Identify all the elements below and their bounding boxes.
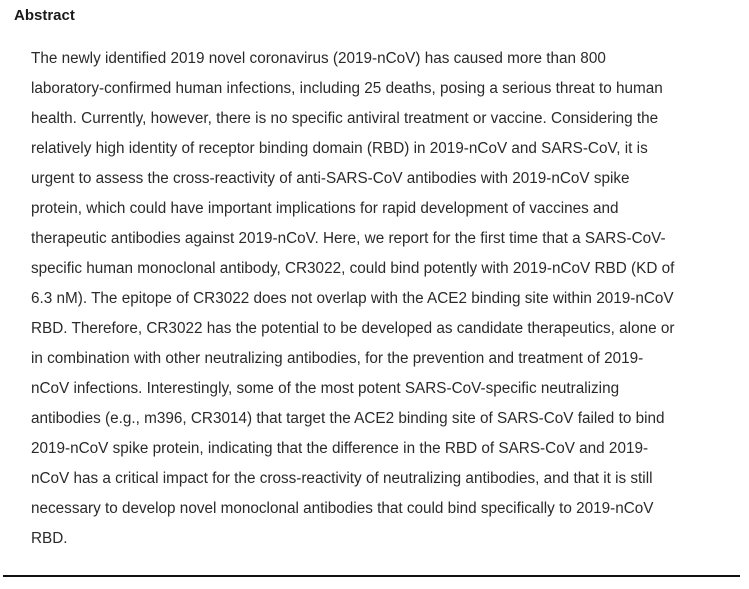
abstract-line: 6.3 nM). The epitope of CR3022 does not overlap with the ACE2 binding site within 2019-nCoV (31, 290, 674, 307)
abstract-line: nCoV infections. Interestingly, some of the most potent SARS-CoV-specific neutralizing (31, 380, 620, 397)
abstract-line: therapeutic antibodies against 2019-nCoV. Here, we report for the first time that a SARS-CoV- (31, 230, 666, 247)
abstract-line: RBD. (31, 530, 68, 547)
abstract-line: relatively high identity of receptor binding domain (RBD) in 2019-nCoV and SARS-CoV, it is (31, 140, 648, 157)
abstract-line: The newly identified 2019 novel coronavirus (2019-nCoV) has caused more than 800 (31, 50, 606, 67)
abstract-line: urgent to assess the cross-reactivity of anti-SARS-CoV antibodies with 2019-nCoV spike (31, 170, 630, 187)
abstract-line: laboratory-confirmed human infections, including 25 deaths, posing a serious threat to human (31, 80, 663, 97)
section-divider (3, 575, 740, 577)
abstract-line: antibodies (e.g., m396, CR3014) that target the ACE2 binding site of SARS-CoV failed to bind (31, 410, 665, 427)
abstract-line: in combination with other neutralizing antibodies, for the prevention and treatment of 2019- (31, 350, 644, 367)
abstract-heading: Abstract (14, 7, 75, 24)
abstract-line: protein, which could have important implications for rapid development of vaccines and (31, 200, 619, 217)
abstract-line: nCoV has a critical impact for the cross-reactivity of neutralizing antibodies, and that it is still (31, 470, 653, 487)
abstract-line: RBD. Therefore, CR3022 has the potential to be developed as candidate therapeutics, alone or (31, 320, 675, 337)
abstract-line: health. Currently, however, there is no specific antiviral treatment or vaccine. Considering the (31, 110, 659, 127)
abstract-line: 2019-nCoV spike protein, indicating that the difference in the RBD of SARS-CoV and 2019- (31, 440, 649, 457)
abstract-line: specific human monoclonal antibody, CR3022, could bind potently with 2019-nCoV RBD (KD of (31, 260, 675, 277)
abstract-body (31, 44, 725, 554)
abstract-line: necessary to develop novel monoclonal antibodies that could bind specifically to 2019-nCoV (31, 500, 654, 517)
